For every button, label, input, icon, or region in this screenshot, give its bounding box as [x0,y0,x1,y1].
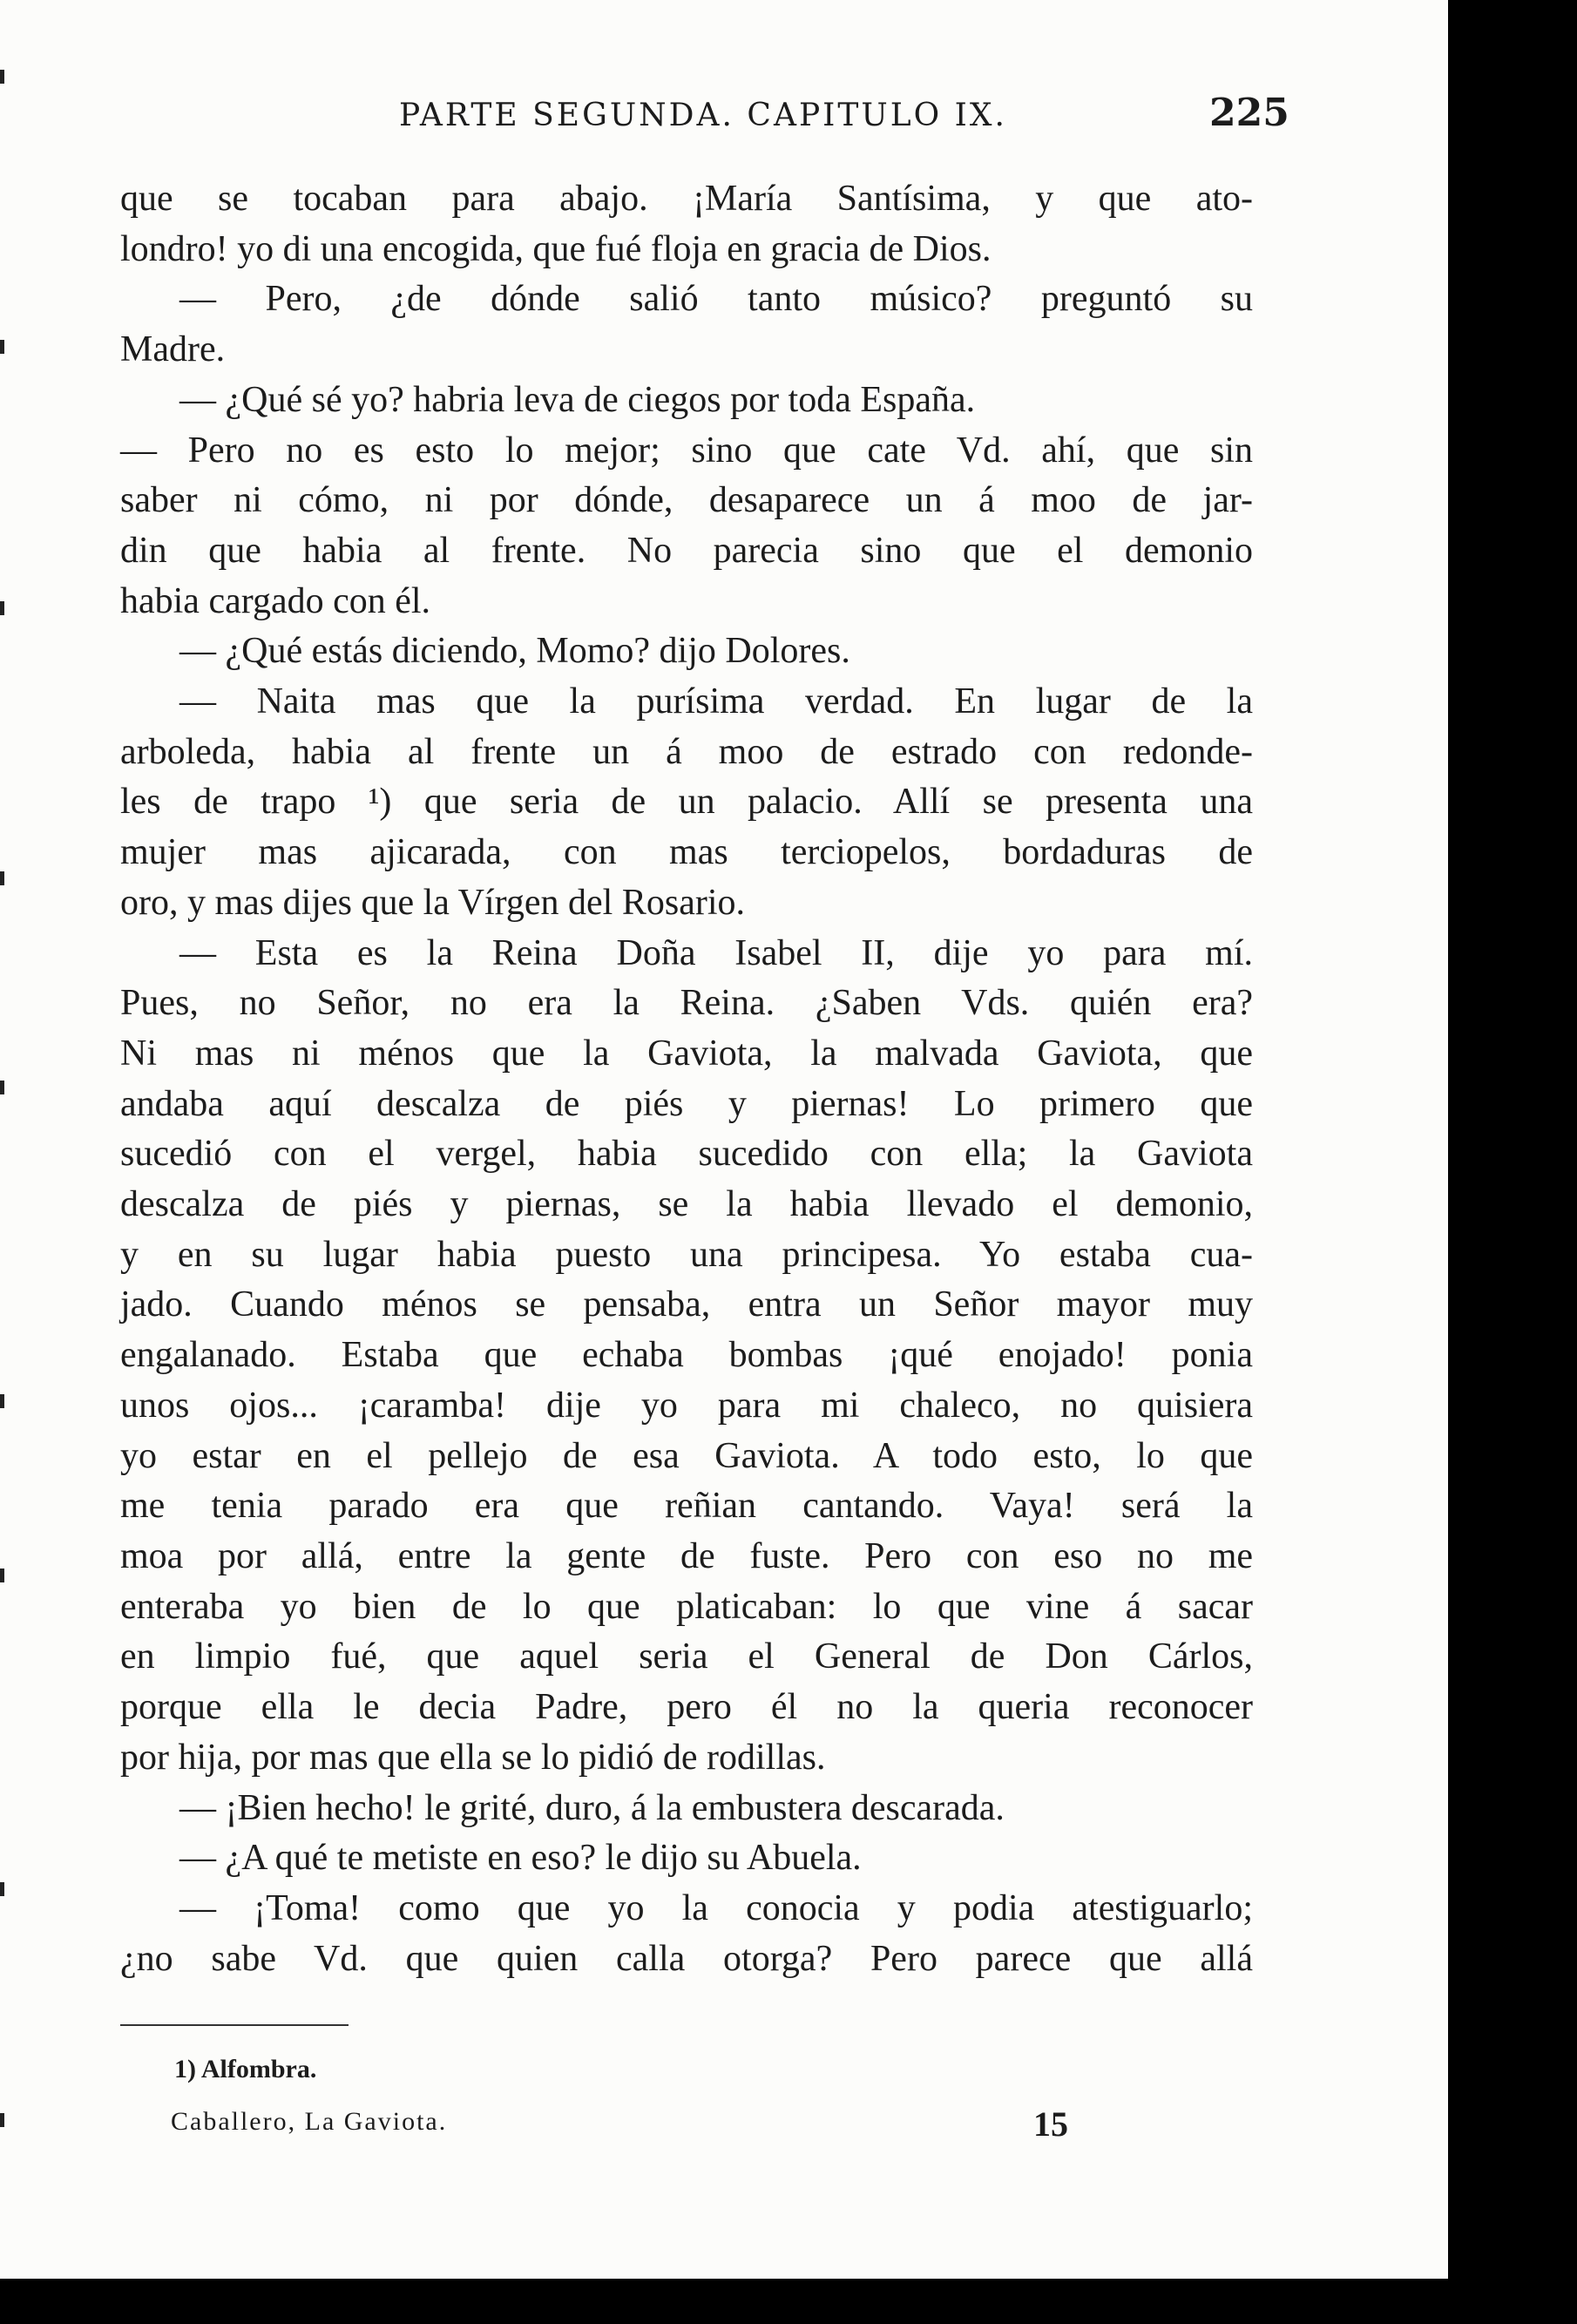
page-number: 225 [1209,91,1289,135]
text-line: descalza de piés y piernas, se la habia llevado el demonio, [120,1184,1253,1225]
text-line: andaba aquí descalza de piés y piernas! Lo primero que [120,1083,1253,1124]
text-line: jado. Cuando ménos se pensaba, entra un Señor mayor muy [120,1284,1253,1325]
page-header [0,91,1448,143]
text-line: — ¡Toma! como que yo la conocia y podia atestiguarlo; [179,1887,1253,1928]
text-line: — Pero no es esto lo mejor; sino que cate Vd. ahí, que sin [120,430,1253,471]
text-line: — Esta es la Reina Doña Isabel II, dije yo para mí. [179,932,1253,973]
running-title: PARTE SEGUNDA. CAPITULO IX. [399,98,1007,133]
text-line: din que habia al frente. No parecia sino que el demonio [120,530,1253,571]
body-text [120,174,1253,1984]
footnote-divider [120,2024,349,2026]
text-line: moa por allá, entre la gente de fuste. Pero con eso no me [120,1535,1253,1576]
text-line: les de trapo ¹) que seria de un palacio. Allí se presenta una [120,782,1253,823]
text-line: Pues, no Señor, no era la Reina. ¿Saben Vds. quién era? [120,983,1253,1024]
text-line: — ¿Qué estás diciendo, Momo? dijo Dolores. [179,631,850,672]
footnote: 1) Alfombra. [174,2055,317,2083]
scan-edge-mark [0,70,4,84]
text-line: yo estar en el pellejo de esa Gaviota. A todo esto, lo que [120,1435,1253,1476]
text-line: habia cargado con él. [120,580,431,621]
scan-edge-mark [0,1394,4,1408]
text-line: que se tocaban para abajo. ¡María Santísima, y que ato- [120,179,1253,219]
text-line: y en su lugar habia puesto una principesa. Yo estaba cua- [120,1234,1253,1275]
signature-mark: 15 [1033,2104,1068,2144]
text-line: — ¡Bien hecho! le grité, duro, á la embustera descarada. [179,1787,1005,1828]
text-line: porque ella le decia Padre, pero él no la queria reconocer [120,1687,1253,1728]
text-line: en limpio fué, que aquel seria el General de Don Cárlos, [120,1636,1253,1677]
text-line: unos ojos... ¡caramba! dije yo para mi chaleco, no quisiera [120,1385,1253,1426]
text-line: engalanado. Estaba que echaba bombas ¡qué enojado! ponia [120,1335,1253,1376]
text-line: — ¿Qué sé yo? habria leva de ciegos por toda España. [179,379,976,420]
text-line: — Pero, ¿de dónde salió tanto músico? preguntó su [179,279,1253,320]
text-line: enteraba yo bien de lo que platicaban: lo que vine á sacar [120,1586,1253,1627]
text-line: por hija, por mas que ella se lo pidió de rodillas. [120,1737,826,1778]
scan-edge-mark [0,601,4,615]
text-line: mujer mas ajicarada, con mas terciopelos, bordaduras de [120,832,1253,873]
scan-edge-mark [0,1882,4,1896]
scan-edge-mark [0,1081,4,1094]
text-line: londro! yo di una encogida, que fué floja en gracia de Dios. [120,228,992,269]
text-line: Madre. [120,329,226,370]
scan-edge-mark [0,1569,4,1582]
text-line: saber ni cómo, ni por dónde, desaparece un á moo de jar- [120,480,1253,521]
text-line: sucedió con el vergel, habia sucedido con ella; la Gaviota [120,1134,1253,1175]
signature-line: Caballero, La Gaviota. [171,2107,448,2136]
text-line: ¿no sabe Vd. que quien calla otorga? Pero parece que allá [120,1938,1253,1979]
text-line: — Naita mas que la purísima verdad. En lugar de la [179,681,1253,722]
scan-edge-mark [0,340,4,354]
text-line: me tenia parado era que reñian cantando. Vaya! será la [120,1486,1253,1527]
text-line: Ni mas ni ménos que la Gaviota, la malvada Gaviota, que [120,1033,1253,1074]
text-line: arboleda, habia al frente un á moo de estrado con redonde- [120,731,1253,772]
text-line: oro, y mas dijes que la Vírgen del Rosario. [120,882,745,923]
scan-edge-mark [0,2113,4,2127]
scan-edge-mark [0,871,4,885]
text-line: — ¿A qué te metiste en eso? le dijo su Abuela. [179,1838,862,1879]
